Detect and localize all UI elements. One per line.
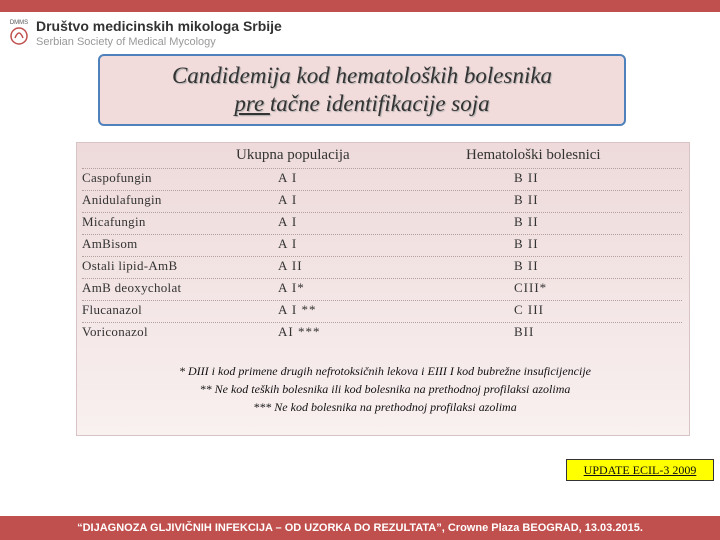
org-name: Društvo medicinskih mikologa Srbije [36,18,282,34]
drug-name: Caspofungin [82,170,152,185]
hemato-grade: B II [514,170,539,185]
title-line-2 [100,90,624,118]
drug-name: AmBisom [82,236,138,251]
table-row [82,278,682,300]
table-row [82,190,682,212]
column-header-total: Ukupna populacija [236,147,350,163]
hemato-grade: C III [514,302,544,317]
table-row [82,322,682,344]
footnote-2: ** Ne kod teških bolesnika ili kod bolesnika na prethodnoj profilaksi azolima [199,382,571,396]
drug-name: Anidulafungin [82,192,162,207]
table-row [82,256,682,278]
hemato-grade: B II [514,258,539,273]
org-name-english: Serbian Society of Medical Mycology [36,36,216,48]
title-line-2-rest: tačne identifikacije soja [269,91,490,116]
top-accent-bar [0,0,720,12]
total-grade: A I [278,236,298,251]
table-row [82,234,682,256]
society-logo [4,16,34,50]
title-line-1: Candidemija kod hematoloških bolesnika [171,63,553,88]
total-grade: AI *** [278,324,321,339]
total-grade: A I* [278,280,305,295]
hemato-grade: CIII* [514,280,548,295]
hemato-grade: B II [514,236,539,251]
column-header-hemato: Hematološki bolesnici [466,147,601,163]
total-grade: A I [278,192,298,207]
total-grade: A I [278,214,298,229]
hemato-grade: B II [514,214,539,229]
title-underlined-word: pre [234,91,270,116]
drug-name: AmB deoxycholat [82,280,182,295]
hemato-grade: B II [514,192,539,207]
total-grade: A II [278,258,303,273]
logo-text: DMMS [9,20,29,26]
table-row [82,168,682,190]
table-row [82,300,682,322]
drug-name: Micafungin [82,214,146,229]
slide-title [98,54,626,126]
total-grade: A I [278,170,298,185]
footnote-1: * DIII i kod primene drugih nefrotoksičnih lekova i EIII I kod bubrežne insuficijencije [179,364,591,378]
footnote-3: *** Ne kod bolesnika na prethodnoj profilaksi azolima [253,400,517,414]
drug-name: Ostali lipid-AmB [82,258,178,273]
total-grade: A I ** [278,302,317,317]
table-row [82,212,682,234]
drug-name: Voriconazol [82,324,148,339]
hemato-grade: BII [514,324,535,339]
update-badge: UPDATE ECIL-3 2009 [566,459,714,481]
footer-bar: “DIJAGNOZA GLJIVIČNIH INFEKCIJA – OD UZORKA DO REZULTATA”, Crowne Plaza BEOGRAD, 13.03.2015. [0,516,720,540]
drug-name: Flucanazol [82,302,143,317]
